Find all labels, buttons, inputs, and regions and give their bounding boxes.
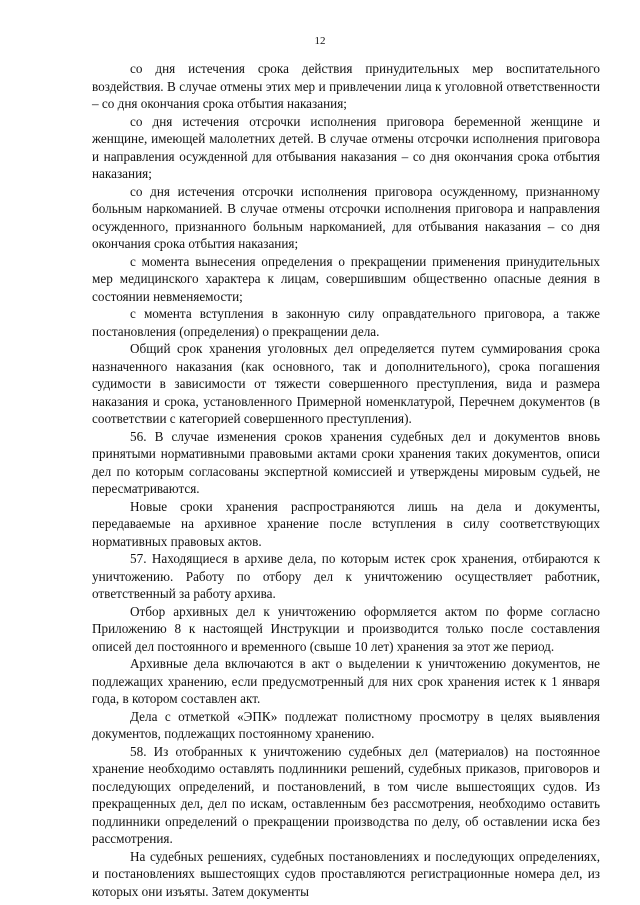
paragraph-item-57: 57. Находящиеся в архиве дела, по которым истек срок хранения, отбираются к уничтожению. Работу по отбору дел к уничтожению осуществляет работник, ответственный за работу архива. (92, 551, 600, 601)
page-number: 12 (314, 35, 326, 47)
paragraph-term-drug-addict-deferral: со дня истечения отсрочки исполнения приговора осужденному, признанному больным наркоманией. В случае отмены отсрочки исполнения приговора и направления осужденного, признанного больным наркоманией, для отбывания наказания – со дня окончания срока отбытия наказания; (92, 183, 600, 251)
paragraph-term-educational-measures: со дня истечения срока действия принудительных мер воспитательного воздействия. В случае отмены этих мер и привлечении лица к уголовной ответственности – со дня окончания срока отбытия наказания; (92, 61, 600, 111)
paragraph-item-56: 56. В случае изменения сроков хранения судебных дел и документов вновь принятыми нормативными правовыми актами сроки хранения таких документов, описи дел по которым согласованы экспертной комиссией и утверждены мировым судьей, не пересматриваются. (92, 428, 600, 496)
paragraph-term-acquittal: с момента вступления в законную силу оправдательного приговора, а также постановления (определения) о прекращении дела. (92, 306, 600, 339)
document-body (92, 60, 600, 900)
paragraph-total-storage-term: Общий срок хранения уголовных дел определяется путем суммирования срока назначенного наказания (как основного, так и дополнительного), срока погашения судимости в зависимости от тяжести совершенного преступления, вида и размера наказания и срока, установленного Примерной номенклатурой, Перечнем документов (в соответствии с категорией совершенного преступления). (92, 341, 600, 426)
paragraph-epk-review: Дела с отметкой «ЭПК» подлежат полистному просмотру в целях выявления документов, подлежащих постоянному хранению. (92, 708, 600, 741)
paragraph-term-medical-measures: с момента вынесения определения о прекращении применения принудительных мер медицинского характера к лицам, совершившим общественно опасные деяния в состоянии невменяемости; (92, 253, 600, 304)
paragraph-new-storage-terms: Новые сроки хранения распространяются лишь на дела и документы, передаваемые на архивное хранение после вступления в силу соответствующих нормативных правовых актов. (92, 498, 600, 549)
paragraph-term-pregnant-deferral: со дня истечения отсрочки исполнения приговора беременной женщине и женщине, имеющей малолетних детей. В случае отмены отсрочки исполнения приговора и направления осужденной для отбывания наказания – со дня окончания срока отбытия наказания; (92, 113, 600, 181)
paragraph-registration-numbers: На судебных решениях, судебных постановлениях и последующих определениях, и постановлениях вышестоящих судов проставляются регистрационные номера дел, из которых они изъяты. Затем документы (92, 848, 600, 899)
paragraph-item-58: 58. Из отобранных к уничтожению судебных дел (материалов) на постоянное хранение необходимо оставлять подлинники решений, судебных приказов, приговоров и последующих определений, и постановлений, в том числе вышестоящих судов. Из прекращенных дел, дел по искам, оставленным без рассмотрения, необходимо оставить подлинники определений о прекращении производства по делу, об оставлении иска без рассмотрения. (92, 743, 600, 846)
paragraph-archive-cases-act: Архивные дела включаются в акт о выделении к уничтожению документов, не подлежащих хранению, если предусмотренный для них срок хранения истек к 1 января года, в котором составлен акт. (92, 656, 600, 706)
paragraph-selection-act: Отбор архивных дел к уничтожению оформляется актом по форме согласно Приложению 8 к настоящей Инструкции и производится только после составления описей дел постоянного и временного (свыше 10 лет) хранения за этот же период. (92, 603, 600, 654)
